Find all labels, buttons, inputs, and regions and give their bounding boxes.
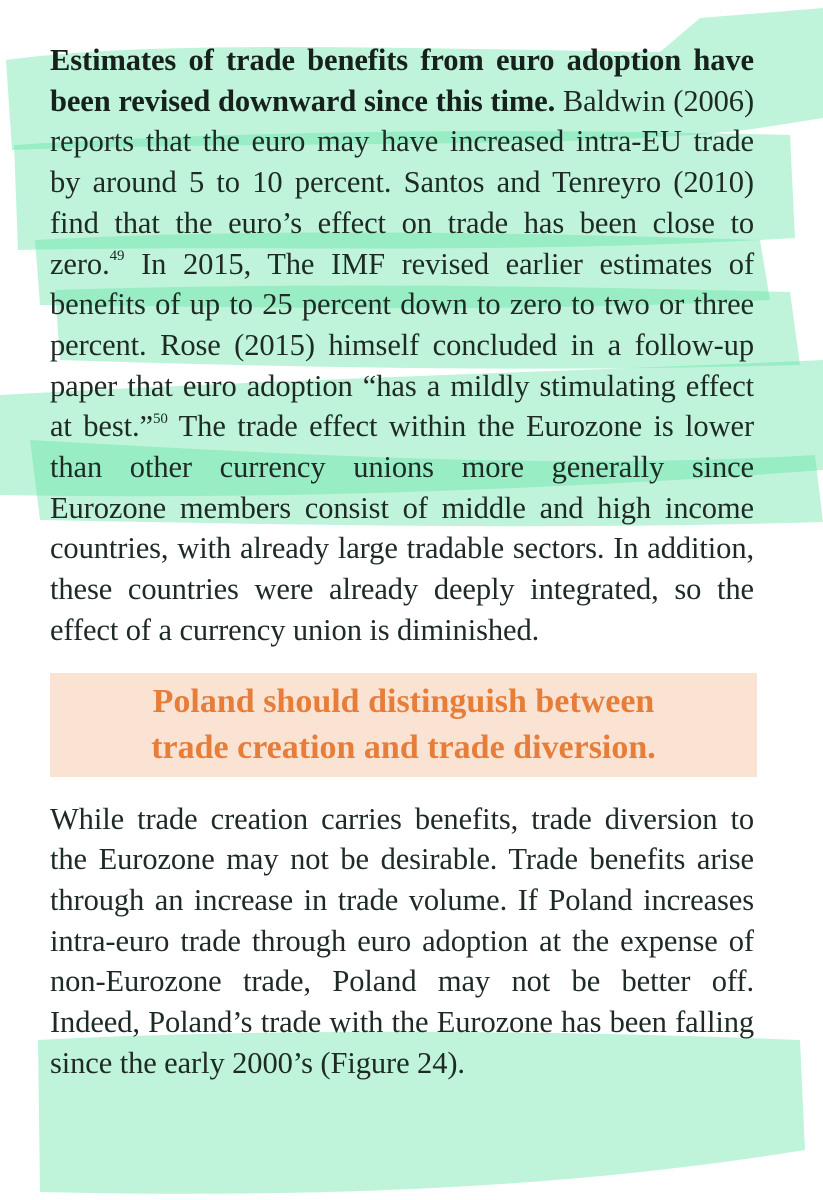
section-heading-box: [50, 673, 757, 777]
paragraph-euro-trade-estimates: [50, 40, 754, 651]
body-text: Baldwin (2006) reports that the euro may have increased intra-EU trade by around 5 to 10 percent. Santos and Tenreyro (2010) find that the euro’s effect on trade has been close to zero.: [50, 83, 755, 281]
body-text: In 2015, The IMF revised earlier estimates of benefits of up to 25 percent down to zero to two or three percent. Rose (2015) himself concluded in a follow-up paper that euro adoption “has a mildly stimulating effect at best.”: [50, 246, 754, 444]
footnote-ref: 49: [109, 248, 125, 265]
footnote-ref: 50: [152, 411, 168, 428]
document-page: [50, 40, 754, 1083]
body-text: The trade effect within the Eurozone is lower than other currency unions more generally since Eurozone members consist of middle and high income countries, with already large tradable sectors. In addition, these countries were already deeply integrated, so the effect of a currency union is diminished.: [50, 409, 755, 647]
bold-lead-sentence: Estimates of trade benefits from euro adoption have been revised downward since this time.: [50, 43, 754, 118]
paragraph-trade-diversion: While trade creation carries benefits, trade diversion to the Eurozone may not be desirable. Trade benefits arise through an increase in trade volume. If Poland increases intra-euro trade through euro adoption at the expense of non-Eurozone trade, Poland may not be better off. Indeed, Poland’s trade with the Eurozone has been falling since the early 2000’s (Figure 24).: [50, 801, 754, 1080]
section-heading-line: Poland should distinguish between: [152, 682, 655, 720]
section-heading-line: trade creation and trade diversion.: [151, 728, 656, 766]
